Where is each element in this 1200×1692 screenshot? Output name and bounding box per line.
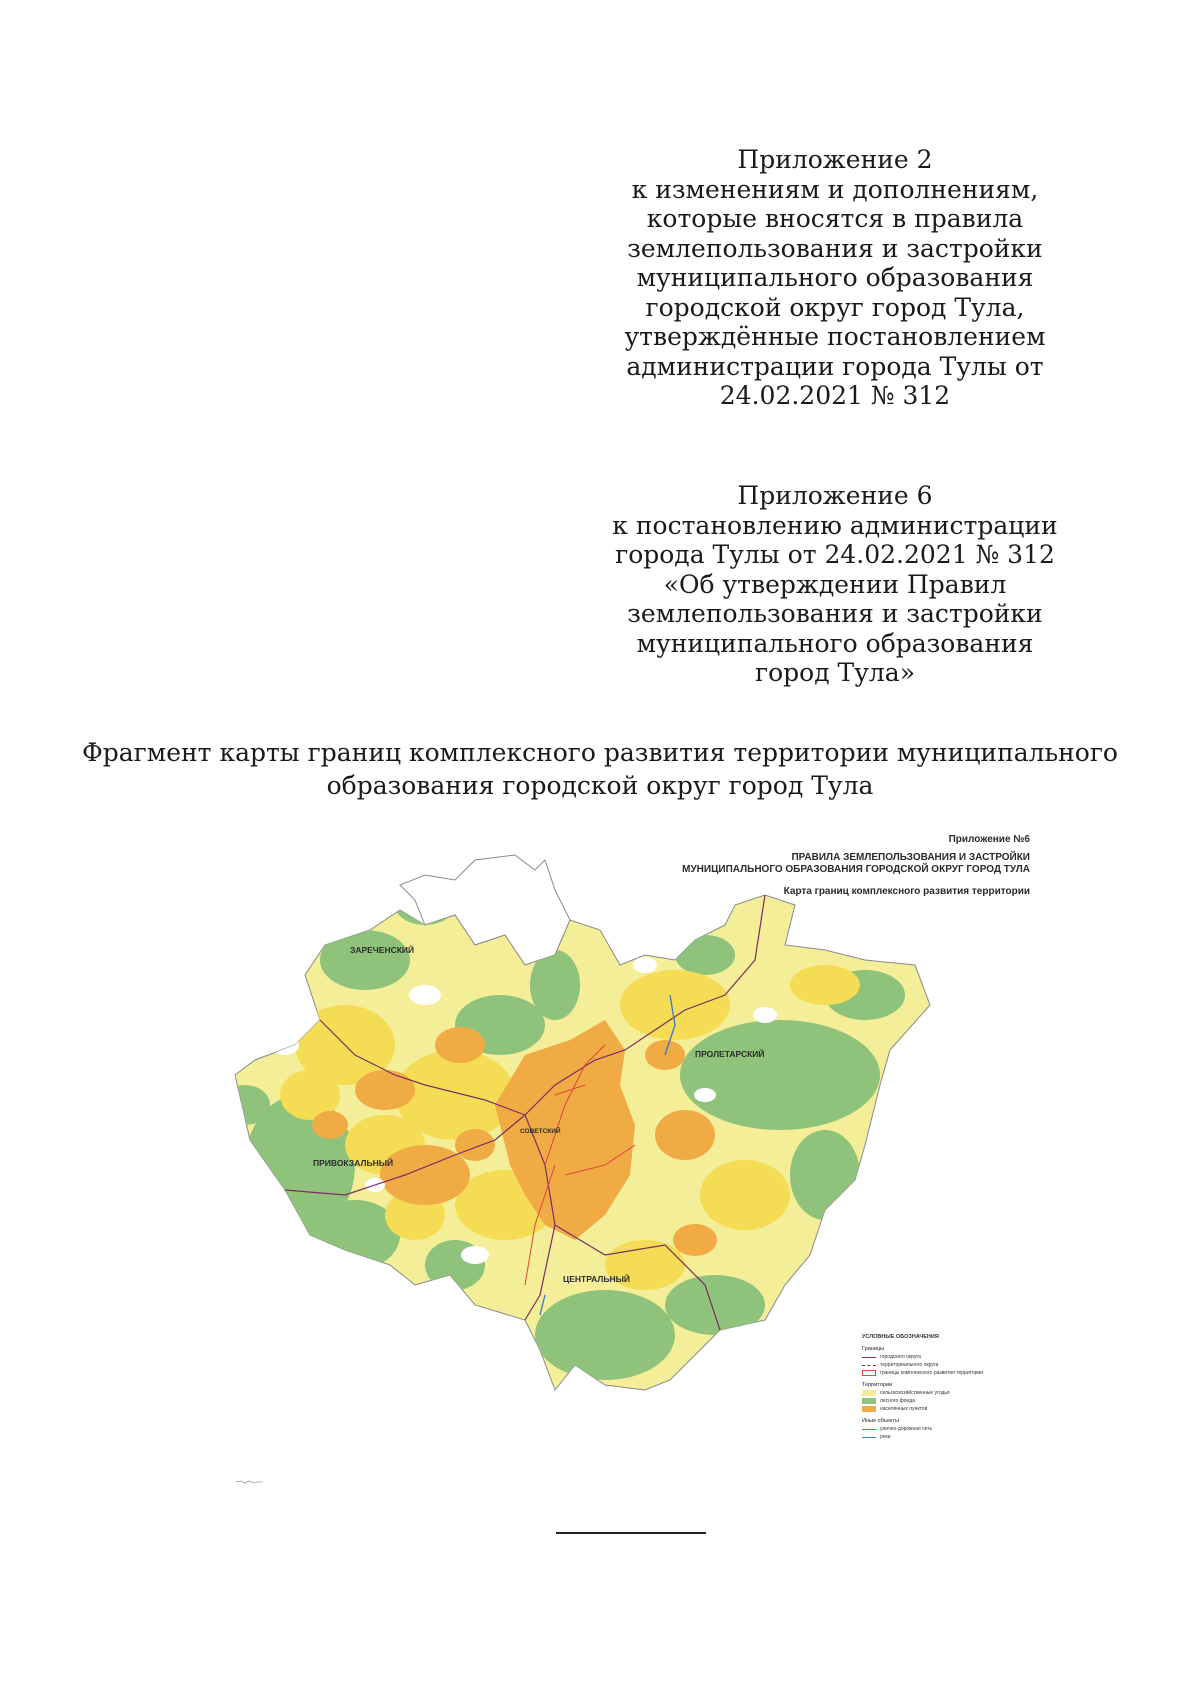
legend-item-label: территориального округа	[880, 1362, 939, 1368]
fragment-title-line-1: Фрагмент карты границ комплексного развития территории муниципального	[82, 738, 1118, 767]
bottom-rule	[556, 1532, 706, 1534]
appendix-2-line: городской округ город Тула,	[645, 292, 1025, 322]
legend-item-label: границы комплексного развития территории	[880, 1370, 984, 1376]
map-legend	[862, 1333, 1022, 1441]
appendix-2-line: Приложение 2	[737, 145, 933, 174]
appendix-6-line: землепользования и застройки	[627, 599, 1043, 628]
legend-item-label: реки	[880, 1434, 891, 1440]
appendix-2-line: землепользования и застройки	[627, 233, 1043, 263]
appendix-6-line: муниципального образования	[636, 628, 1034, 658]
appendix-2-header	[600, 145, 1070, 411]
fragment-title-line-2: образования городской округ город Тула	[326, 771, 874, 800]
legend-color-swatch	[862, 1390, 876, 1396]
legend-item	[862, 1405, 1022, 1413]
legend-item	[862, 1397, 1022, 1405]
legend-line-swatch	[862, 1429, 876, 1430]
district-zarechensky: ЗАРЕЧЕНСКИЙ	[350, 945, 415, 955]
legend-color-swatch	[862, 1398, 876, 1404]
map-rules-line-1: ПРАВИЛА ЗЕМЛЕПОЛЬЗОВАНИЯ И ЗАСТРОЙКИ	[791, 852, 1030, 863]
appendix-2-line: муниципального образования	[636, 263, 1034, 292]
map-rules-line-2: МУНИЦИПАЛЬНОГО ОБРАЗОВАНИЯ ГОРОДСКОЙ ОКРУГ ГОРОД ТУЛА	[682, 864, 1030, 875]
fragment-title	[80, 736, 1120, 802]
legend-item	[862, 1353, 1022, 1361]
legend-item-label: городского округа	[880, 1354, 921, 1360]
appendix-6-header	[600, 481, 1070, 688]
appendix-2-line: администрации города Тулы от	[626, 351, 1044, 381]
appendix-6-line: город Тула»	[754, 658, 915, 687]
legend-item-label: сельскохозяйственные угодья	[880, 1390, 950, 1396]
legend-line-swatch	[862, 1437, 876, 1438]
legend-item-label: улично-дорожная сеть	[880, 1426, 933, 1432]
legend-color-swatch	[862, 1406, 876, 1412]
legend-item	[862, 1425, 1022, 1433]
legend-item	[862, 1433, 1022, 1441]
district-proletarsky: ПРОЛЕТАРСКИЙ	[695, 1049, 765, 1059]
legend-line-swatch	[862, 1357, 876, 1358]
district-sovetsky: СОВЕТСКИЙ	[520, 1128, 561, 1135]
appendix-6-line: «Об утверждении Правил	[663, 569, 1007, 599]
legend-item-label: населённых пунктов	[880, 1406, 928, 1412]
map-appendix-label: Приложение №6	[948, 834, 1030, 845]
appendix-6-line: Приложение 6	[737, 481, 933, 510]
district-privokzalny: ПРИВОКЗАЛЬНЫЙ	[313, 1158, 394, 1168]
appendix-2-line: которые вносятся в правила	[646, 204, 1024, 233]
legend-item	[862, 1389, 1022, 1397]
legend-box-swatch	[862, 1370, 876, 1376]
legend-item	[862, 1369, 1022, 1377]
appendix-2-line: утверждённые постановлением	[624, 322, 1046, 351]
legend-item-label: лесного фонда	[880, 1398, 915, 1404]
district-tsentralny: ЦЕНТРАЛЬНЫЙ	[563, 1274, 631, 1284]
appendix-2-line: 24.02.2021 № 312	[719, 381, 951, 410]
appendix-6-line: к постановлению администрации	[612, 510, 1058, 540]
map-header	[560, 834, 1030, 897]
legend-other-title: Иные объекты	[862, 1418, 899, 1424]
map-caption: Карта границ комплексного развития территории	[783, 886, 1030, 897]
scan-mark	[235, 1479, 265, 1485]
legend-territories-title: Территории	[862, 1382, 893, 1388]
appendix-2-line: к изменениям и дополнениям,	[631, 174, 1039, 204]
appendix-6-line: города Тулы от 24.02.2021 № 312	[615, 540, 1055, 569]
legend-title: УСЛОВНЫЕ ОБОЗНАЧЕНИЯ	[862, 1334, 939, 1340]
legend-item	[862, 1361, 1022, 1369]
legend-boundaries-title: Границы	[862, 1346, 884, 1352]
legend-line-swatch	[862, 1365, 876, 1366]
